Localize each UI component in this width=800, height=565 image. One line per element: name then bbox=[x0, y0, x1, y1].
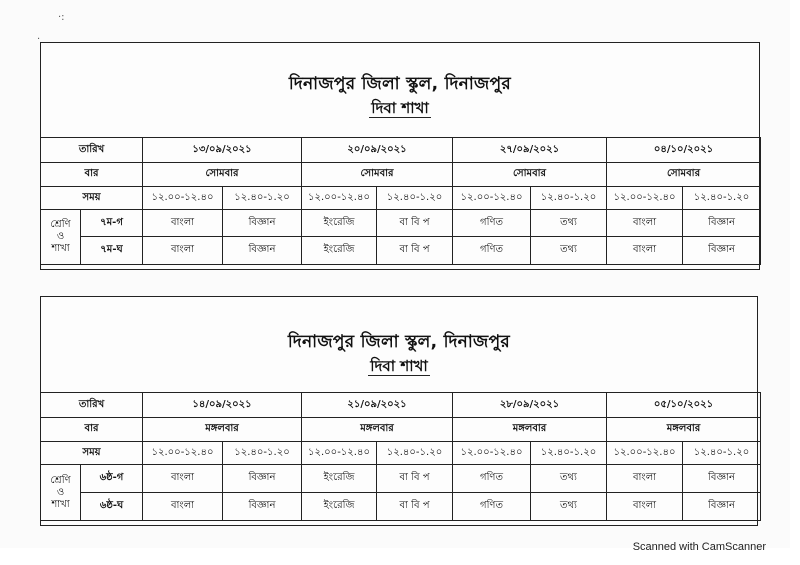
day-row bbox=[41, 418, 761, 442]
time-cell: ১২.৪০-১.২০ bbox=[223, 187, 302, 210]
day-label: বার bbox=[41, 163, 143, 187]
day-cell: মঙ্গলবার bbox=[302, 418, 453, 442]
time-cell: ১২.৪০-১.২০ bbox=[377, 187, 453, 210]
subject-cell: ইংরেজি bbox=[302, 237, 377, 265]
time-label: সময় bbox=[41, 187, 143, 210]
subject-cell: বাংলা bbox=[143, 493, 223, 521]
date-cell: ০৫/১০/২০২১ bbox=[607, 393, 761, 418]
day-cell: মঙ্গলবার bbox=[453, 418, 607, 442]
date-label: তারিখ bbox=[41, 393, 143, 418]
shift-label: দিবা শাখা bbox=[371, 99, 429, 117]
class-section-cell: ৬ষ্ঠ-গ bbox=[81, 465, 143, 493]
time-cell: ১২.৪০-১.২০ bbox=[531, 442, 607, 465]
class-row bbox=[41, 465, 761, 493]
time-cell: ১২.৪০-১.২০ bbox=[377, 442, 453, 465]
subject-cell: বিজ্ঞান bbox=[683, 210, 761, 237]
date-cell: ০৪/১০/২০২১ bbox=[607, 138, 761, 163]
schedule-grid bbox=[40, 392, 761, 521]
subject-cell: গণিত bbox=[453, 210, 531, 237]
class-section-cell: ৭ম-ঘ bbox=[81, 237, 143, 265]
subject-cell: বা বি প bbox=[377, 465, 453, 493]
time-cell: ১২.০০-১২.৪০ bbox=[143, 187, 223, 210]
section-label-bottom: শাখা bbox=[51, 243, 70, 254]
subject-cell: বাংলা bbox=[607, 465, 683, 493]
subject-cell: গণিত bbox=[453, 493, 531, 521]
section-label-top: শ্রেণি bbox=[50, 219, 71, 230]
date-cell: ২৭/০৯/২০২১ bbox=[453, 138, 607, 163]
subject-cell: গণিত bbox=[453, 237, 531, 265]
subject-cell: বাংলা bbox=[607, 493, 683, 521]
day-cell: সোমবার bbox=[143, 163, 302, 187]
time-cell: ১২.০০-১২.৪০ bbox=[302, 187, 377, 210]
time-label: সময় bbox=[41, 442, 143, 465]
shift-title bbox=[41, 97, 759, 122]
subject-cell: তথ্য bbox=[531, 493, 607, 521]
routine-table-2 bbox=[40, 296, 758, 526]
time-row bbox=[41, 187, 761, 210]
class-section-cell: ৬ষ্ঠ-ঘ bbox=[81, 493, 143, 521]
class-row bbox=[41, 493, 761, 521]
date-label: তারিখ bbox=[41, 138, 143, 163]
class-row bbox=[41, 210, 761, 237]
subject-cell: বাংলা bbox=[607, 237, 683, 265]
routine-table-1 bbox=[40, 42, 760, 270]
subject-cell: বাংলা bbox=[143, 465, 223, 493]
subject-cell: বিজ্ঞান bbox=[683, 493, 761, 521]
subject-cell: তথ্য bbox=[531, 237, 607, 265]
date-cell: ২১/০৯/২০২১ bbox=[302, 393, 453, 418]
school-title: দিনাজপুর জিলা স্কুল, দিনাজপুর bbox=[287, 332, 511, 352]
subject-cell: বিজ্ঞান bbox=[683, 465, 761, 493]
day-row bbox=[41, 163, 761, 187]
subject-cell: ইংরেজি bbox=[302, 210, 377, 237]
subject-cell: বা বি প bbox=[377, 493, 453, 521]
subject-cell: তথ্য bbox=[531, 465, 607, 493]
subject-cell: বিজ্ঞান bbox=[223, 465, 302, 493]
stray-mark: ·: bbox=[58, 12, 65, 23]
time-cell: ১২.০০-১২.৪০ bbox=[607, 442, 683, 465]
day-cell: মঙ্গলবার bbox=[607, 418, 761, 442]
date-cell: ১৩/০৯/২০২১ bbox=[143, 138, 302, 163]
section-label-mid: ও bbox=[56, 486, 65, 498]
time-cell: ১২.০০-১২.৪০ bbox=[453, 187, 531, 210]
class-row bbox=[41, 237, 761, 265]
time-cell: ১২.৪০-১.২০ bbox=[223, 442, 302, 465]
time-cell: ১২.০০-১২.৪০ bbox=[607, 187, 683, 210]
time-cell: ১২.৪০-১.২০ bbox=[531, 187, 607, 210]
section-label-cell bbox=[41, 465, 81, 521]
subject-cell: বাংলা bbox=[143, 210, 223, 237]
date-cell: ১৪/০৯/২০২১ bbox=[143, 393, 302, 418]
time-cell: ১২.০০-১২.৪০ bbox=[302, 442, 377, 465]
subject-cell: ইংরেজি bbox=[302, 465, 377, 493]
schedule-grid bbox=[40, 137, 761, 265]
subject-cell: বিজ্ঞান bbox=[223, 237, 302, 265]
class-section-cell: ৭ম-গ bbox=[81, 210, 143, 237]
day-cell: সোমবার bbox=[302, 163, 453, 187]
subject-cell: বা বি প bbox=[377, 237, 453, 265]
time-cell: ১২.৪০-১.২০ bbox=[683, 442, 761, 465]
subject-cell: বিজ্ঞান bbox=[223, 493, 302, 521]
shift-title bbox=[41, 355, 757, 380]
day-cell: সোমবার bbox=[453, 163, 607, 187]
section-label-bottom: শাখা bbox=[51, 498, 70, 510]
time-row bbox=[41, 442, 761, 465]
subject-cell: বিজ্ঞান bbox=[223, 210, 302, 237]
time-cell: ১২.৪০-১.২০ bbox=[683, 187, 761, 210]
shift-label: দিবা শাখা bbox=[370, 357, 428, 375]
subject-cell: বা বি প bbox=[377, 210, 453, 237]
day-cell: মঙ্গলবার bbox=[143, 418, 302, 442]
date-cell: ২৮/০৯/২০২১ bbox=[453, 393, 607, 418]
time-cell: ১২.০০-১২.৪০ bbox=[453, 442, 531, 465]
subject-cell: ইংরেজি bbox=[302, 493, 377, 521]
section-label-cell bbox=[41, 210, 81, 265]
date-row bbox=[41, 393, 761, 418]
time-cell: ১২.০০-১২.৪০ bbox=[143, 442, 223, 465]
date-row bbox=[41, 138, 761, 163]
stray-dot: · bbox=[37, 34, 41, 45]
subject-cell: তথ্য bbox=[531, 210, 607, 237]
day-label: বার bbox=[41, 418, 143, 442]
school-title: দিনাজপুর জিলা স্কুল, দিনাজপুর bbox=[288, 74, 512, 94]
section-label-mid: ও bbox=[56, 231, 65, 242]
subject-cell: বিজ্ঞান bbox=[683, 237, 761, 265]
section-label-top: শ্রেণি bbox=[50, 474, 71, 486]
date-cell: ২০/০৯/২০২১ bbox=[302, 138, 453, 163]
scanner-watermark: Scanned with CamScanner bbox=[632, 541, 766, 553]
subject-cell: বাংলা bbox=[143, 237, 223, 265]
subject-cell: বাংলা bbox=[607, 210, 683, 237]
day-cell: সোমবার bbox=[607, 163, 761, 187]
subject-cell: গণিত bbox=[453, 465, 531, 493]
